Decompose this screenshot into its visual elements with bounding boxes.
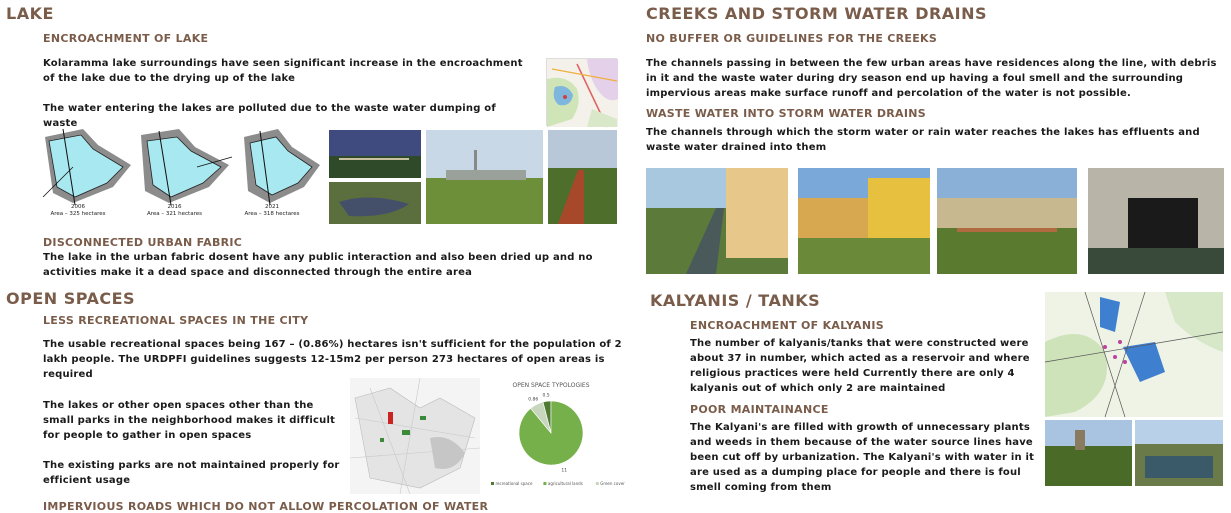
creek-photo-4: [1088, 168, 1224, 274]
creeks-heading2: WASTE WATER INTO STORM WATER DRAINS: [646, 107, 926, 120]
lake-encroachment-para1: Kolaramma lake surroundings have seen significant increase in the encroachment of the lake due to the drying up of the lake: [43, 58, 523, 84]
lake-photo-path: [548, 130, 617, 224]
lake-map-2016: [137, 127, 232, 207]
pie-label-0: 0.5: [542, 393, 550, 399]
legend-label-1: agricultural lands: [547, 481, 583, 486]
lake-encroachment-heading: ENCROACHMENT OF LAKE: [43, 32, 209, 45]
legend-swatch-1: [543, 482, 546, 485]
open-spaces-heading: LESS RECREATIONAL SPACES IN THE CITY: [43, 314, 309, 327]
creek-photo-1: [646, 168, 788, 274]
lake-encroachment-para2: The water entering the lakes are polluted due to the waste water dumping of waste: [43, 103, 496, 129]
lake-map-2021: [240, 127, 322, 207]
legend-swatch-0: [491, 482, 494, 485]
pie-svg: [486, 377, 625, 494]
lake-map-2006-area: Area – 325 hectares: [50, 211, 106, 217]
lake-map-2006-year: 2006: [71, 204, 85, 210]
pie-label-1: 11: [561, 468, 568, 474]
lake-map-2016-area: Area – 321 hectares: [147, 211, 202, 217]
kalyanis-map: [1045, 292, 1223, 417]
creek-photo-2: [798, 168, 930, 274]
lake-map-2021-year: 2021: [265, 204, 279, 210]
kalyanis-text1: The number of kalyanis/tanks that were constructed were about 37 in number, which acted as a reservoir and where religious practices were held Currently there are only 4 kalyanis out of which only 2 are maintained: [690, 338, 1030, 394]
creeks-title: CREEKS AND STORM WATER DRAINS: [646, 4, 988, 23]
pie-label-2: 0.86: [528, 397, 539, 403]
kalyanis-text2: The Kalyani's are filled with growth of unnecessary plants and weeds in them because of the water source lines have been cut off by urbanization. The Kalyani's with water in it are used as a dumping place for people and there is foul smell coming from them: [690, 422, 1035, 493]
kalyanis-title: KALYANIS / TANKS: [650, 291, 821, 310]
lake-map-2006: [43, 127, 133, 207]
lake-map-2021-area: Area – 318 hectares: [244, 211, 300, 217]
legend-label-0: recreational space: [495, 481, 533, 486]
open-spaces-para3: The existing parks are not maintained properly for efficient usage: [43, 460, 340, 486]
open-spaces-para2: The lakes or other open spaces other than the small parks in the neighborhood makes it difficult for people to gather in open spaces: [43, 400, 336, 441]
lake-location-map: [546, 58, 617, 126]
lake-photo-dusk: [329, 130, 421, 178]
lake-photo-dry-bed: [426, 130, 543, 224]
disconnected-heading: DISCONNECTED URBAN FABRIC: [43, 236, 243, 249]
kalyanis-heading2: POOR MAINTAINANCE: [690, 403, 829, 416]
lake-title: LAKE: [6, 4, 54, 23]
impervious-roads-heading: IMPERVIOUS ROADS WHICH DO NOT ALLOW PERCOLATION OF WATER: [43, 500, 489, 513]
creek-photo-3: [937, 168, 1077, 274]
creeks-heading1: NO BUFFER OR GUIDELINES FOR THE CREEKS: [646, 32, 938, 45]
legend-swatch-2: [596, 482, 599, 485]
kalyanis-heading1: ENCROACHMENT OF KALYANIS: [690, 319, 884, 332]
creeks-text2: The channels through which the storm water or rain water reaches the lakes has effluents and waste water drained into them: [646, 127, 1200, 153]
open-spaces-title: OPEN SPACES: [6, 289, 136, 308]
open-spaces-city-map: [350, 378, 480, 494]
kalyani-photo-1: [1045, 420, 1132, 486]
disconnected-text: The lake in the urban fabric dosent have any public interaction and also been dried up and no activities make it a dead space and disconnected through the entire area: [43, 252, 593, 278]
creeks-text1: The channels passing in between the few urban areas have residences along the line, with debris in it and the waste water during dry season end up having a foul smell and the surrounding impervious areas make surface runoff and percolation of the water is not possible.: [646, 58, 1217, 99]
chart-title: OPEN SPACE TYPOLOGIES: [512, 382, 590, 389]
lake-photo-polluted-water: [329, 182, 421, 224]
open-spaces-para1: The usable recreational spaces being 167 – (0.86%) hectares isn't sufficient for the population of 2 lakh people. The URDPFI guidelines suggests 12-15m2 per person 273 hectares of open areas is required: [43, 339, 622, 380]
kalyani-photo-2: [1135, 420, 1223, 486]
lake-map-2016-year: 2016: [167, 204, 182, 210]
open-space-typologies-chart: [486, 377, 625, 494]
legend-label-2: Green cover: [600, 481, 625, 486]
